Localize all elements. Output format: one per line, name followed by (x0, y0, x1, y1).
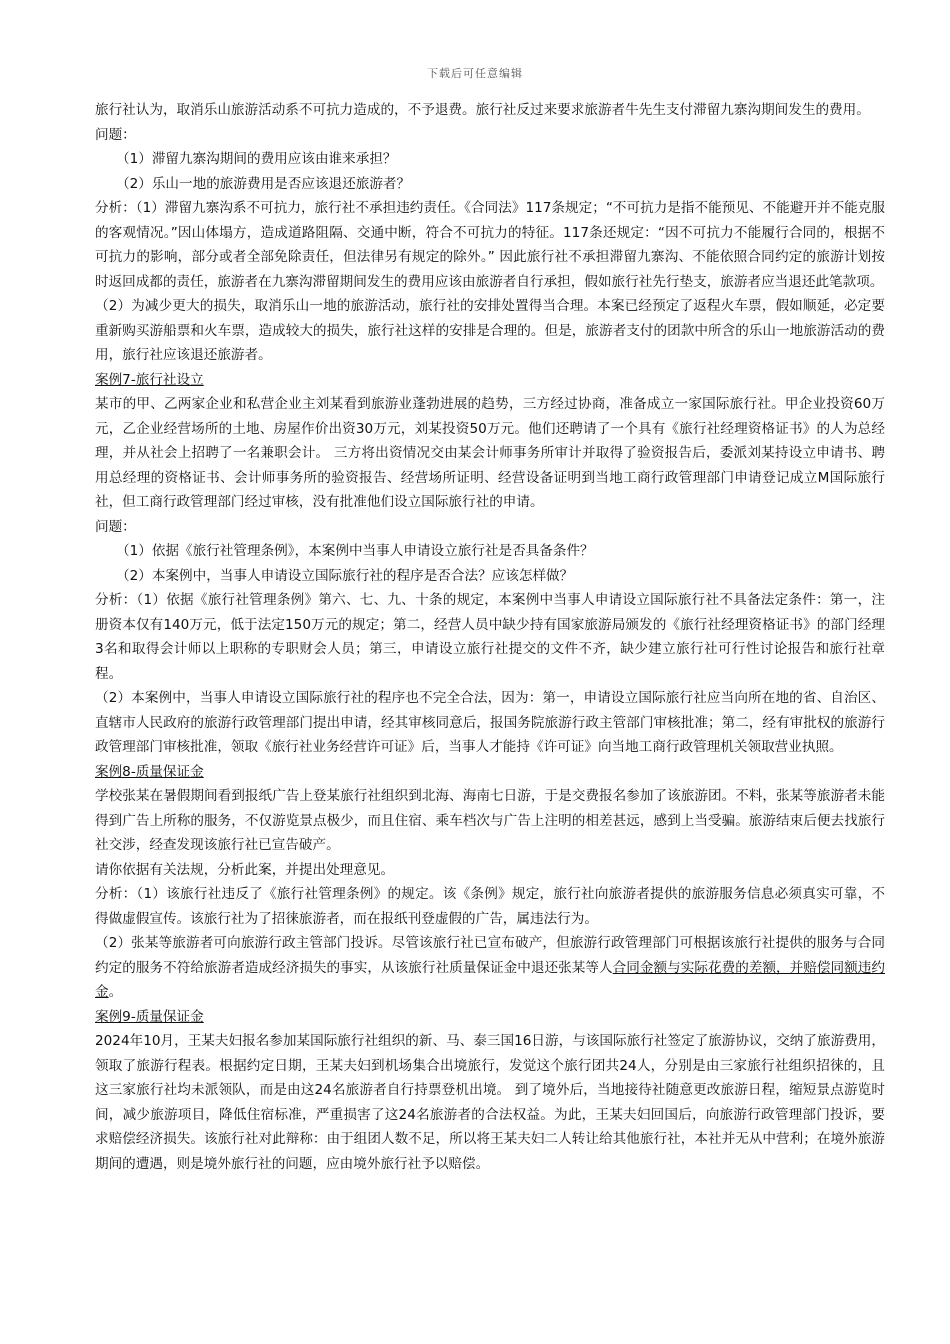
case6-analysis-1: 分析：（1）滞留九寨沟系不可抗力，旅行社不承担违约责任。《合同法》117条规定；“不可抗力是指不能预见、不能避开并不能克服的客观情况。”因山体塌方，造成道路阻隔、交通中断，符合不可抗力的特征。117条还规定：“因不可抗力不能履行合同的，根据不可抗力的影响，部分或者全部免除责任，但法律另有规定的除外。” 因此旅行社不承担滞留九寨沟、不能依照合同约定的旅游计划按时返回成都的责任，旅游者在九寨沟滞留期间发生的费用应该由旅游者自行承担，假如旅行社先行垫支，旅游者应当退还此笔款项。 (95, 200, 885, 290)
case8-instruction: 请你依据有关法规，分析此案，并提出处理意见。 (95, 861, 395, 878)
case8-analysis-2 (95, 931, 885, 1005)
case9-paragraph: 2024年10月，王某夫妇报名参加某国际旅行社组织的新、马、泰三国16日游，与该国际旅行社签定了旅游协议，交纳了旅游费用，领取了旅游行程表。根据约定日期，王某夫妇到机场集合出境旅行，发觉这个旅行团共24人，分别是由三家旅行社组织招徕的，且这三家旅行社均未派领队，而是由这24名旅游者自行持票登机出境。 到了境外后，当地接待社随意更改旅游日程，缩短景点游览时间，减少旅游项目，降低住宿标准，严重损害了这24名旅游者的合法权益。为此，王某夫妇回国后，向旅游行政管理部门投诉，要求赔偿经济损失。该旅行社对此辩称：由于组团人数不足，所以将王某夫妇二人转让给其他旅行社，本社并无从中营利；在境外旅游期间的遭遇，则是境外旅行社的问题，应由境外旅行社予以赔偿。 (95, 1033, 885, 1172)
case6-question-1: （1）滞留九寨沟期间的费用应该由谁来承担？ (116, 151, 397, 167)
case7-question-label: 问题： (95, 518, 136, 535)
case8-title: 案例8-质量保证金 (95, 763, 204, 780)
case7-question-1: （1）依据《旅行社管理条例》，本案例中当事人申请设立旅行社是否具备条件？ (116, 543, 594, 559)
case6-paragraph: 旅行社认为，取消乐山旅游活动系不可抗力造成的，不予退费。旅行社反过来要求旅游者牛先生支付滞留九寨沟期间发生的费用。 (95, 102, 870, 118)
case7-question-2: （2）本案例中，当事人申请设立国际旅行社的程序是否合法？应该怎样做？ (116, 567, 574, 584)
case7-analysis-1: 分析：（1）依据《旅行社管理条例》第六、七、九、十条的规定，本案例中当事人申请设立国际旅行社不具备法定条件：第一，注册资本仅有140万元，低于法定150万元的规定；第二，经营人员中缺少持有国家旅游局颁发的《旅行社经理资格证书》的部门经理3名和取得会计师以上职称的专职财会人员；第三，申请设立旅行社提交的文件不齐，缺少建立旅行社可行性讨论报告和旅行社章程。 (95, 592, 885, 682)
case8-analysis-2-underlined: 合同金额与实际花费的差额，并赔偿同额违约金 (95, 959, 886, 1000)
case6-question-label: 问题： (95, 126, 136, 143)
case8-analysis-1: 分析：（1）该旅行社违反了《旅行社管理条例》的规定。该《条例》规定，旅行社向旅游者提供的旅游服务信息必须真实可靠，不得做虚假宣传。该旅行社为了招徕旅游者，而在报纸刊登虚假的广告，属违法行为。 (95, 886, 885, 927)
case9-title: 案例9-质量保证金 (95, 1008, 204, 1025)
case8-analysis-2-text: （2）张某等旅游者可向旅游行政主管部门投诉。尽管该旅行社已宣布破产，但旅游行政管理部门可根据该旅行社提供的服务与合同约定的服务不符给旅游者造成经济损失的事实，从该旅行社质量保证金中退还张某等人 (95, 935, 885, 976)
document-body (95, 98, 885, 1176)
case7-analysis-2: （2）本案例中，当事人申请设立国际旅行社的程序也不完全合法，因为：第一，申请设立国际旅行社应当向所在地的省、自治区、直辖市人民政府的旅游行政管理部门提出申请，经其审核同意后，报国务院旅游行政主管部门审核批准；第二，经有审批权的旅游行政管理部门审核批准，领取《旅行社业务经营许可证》后，当事人才能持《许可证》向当地工商行政管理机关领取营业执照。 (95, 690, 885, 755)
case6-question-2: （2）乐山一地的旅游费用是否应该退还旅游者？ (116, 175, 411, 192)
page-header: 下载后可任意编辑 (427, 67, 523, 80)
case7-title: 案例7-旅行社设立 (95, 371, 204, 388)
case6-analysis-2: （2）为减少更大的损失，取消乐山一地的旅游活动，旅行社的安排处置得当合理。本案已经预定了返程火车票，假如顺延，必定要重新购买游船票和火车票，造成较大的损失，旅行社这样的安排是合理的。但是，旅游者支付的团款中所含的乐山一地旅游活动的费用，旅行社应该退还旅游者。 (95, 298, 885, 363)
case7-paragraph: 某市的甲、乙两家企业和私营企业主刘某看到旅游业蓬勃进展的趋势，三方经过协商，准备成立一家国际旅行社。甲企业投资60万元，乙企业经营场所的土地、房屋作价出资30万元，刘某投资50万元。他们还聘请了一个具有《旅行社经理资格证书》的人为总经理，并从社会上招聘了一名兼职会计。 三方将出资情况交由某会计师事务所审计并取得了验资报告后，委派刘某持设立申请书、聘用总经理的资格证书、会计师事务所的验资报告、经营场所证明、经营设备证明到当地工商行政管理部门申请登记成立M国际旅行社，但工商行政管理部门经过审核，没有批准他们设立国际旅行社的申请。 (95, 396, 885, 510)
case8-paragraph: 学校张某在暑假期间看到报纸广告上登某旅行社组织到北海、海南七日游，于是交费报名参加了该旅游团。不料，张某等旅游者未能得到广告上所称的服务，不仅游览景点极少，而且住宿、乘车档次与广告上注明的相差甚远，感到上当受骗。旅游结束后便去找旅行社交涉，经查发现该旅行社已宣告破产。 (95, 788, 885, 853)
case8-analysis-2-end: 。 (108, 984, 123, 1000)
